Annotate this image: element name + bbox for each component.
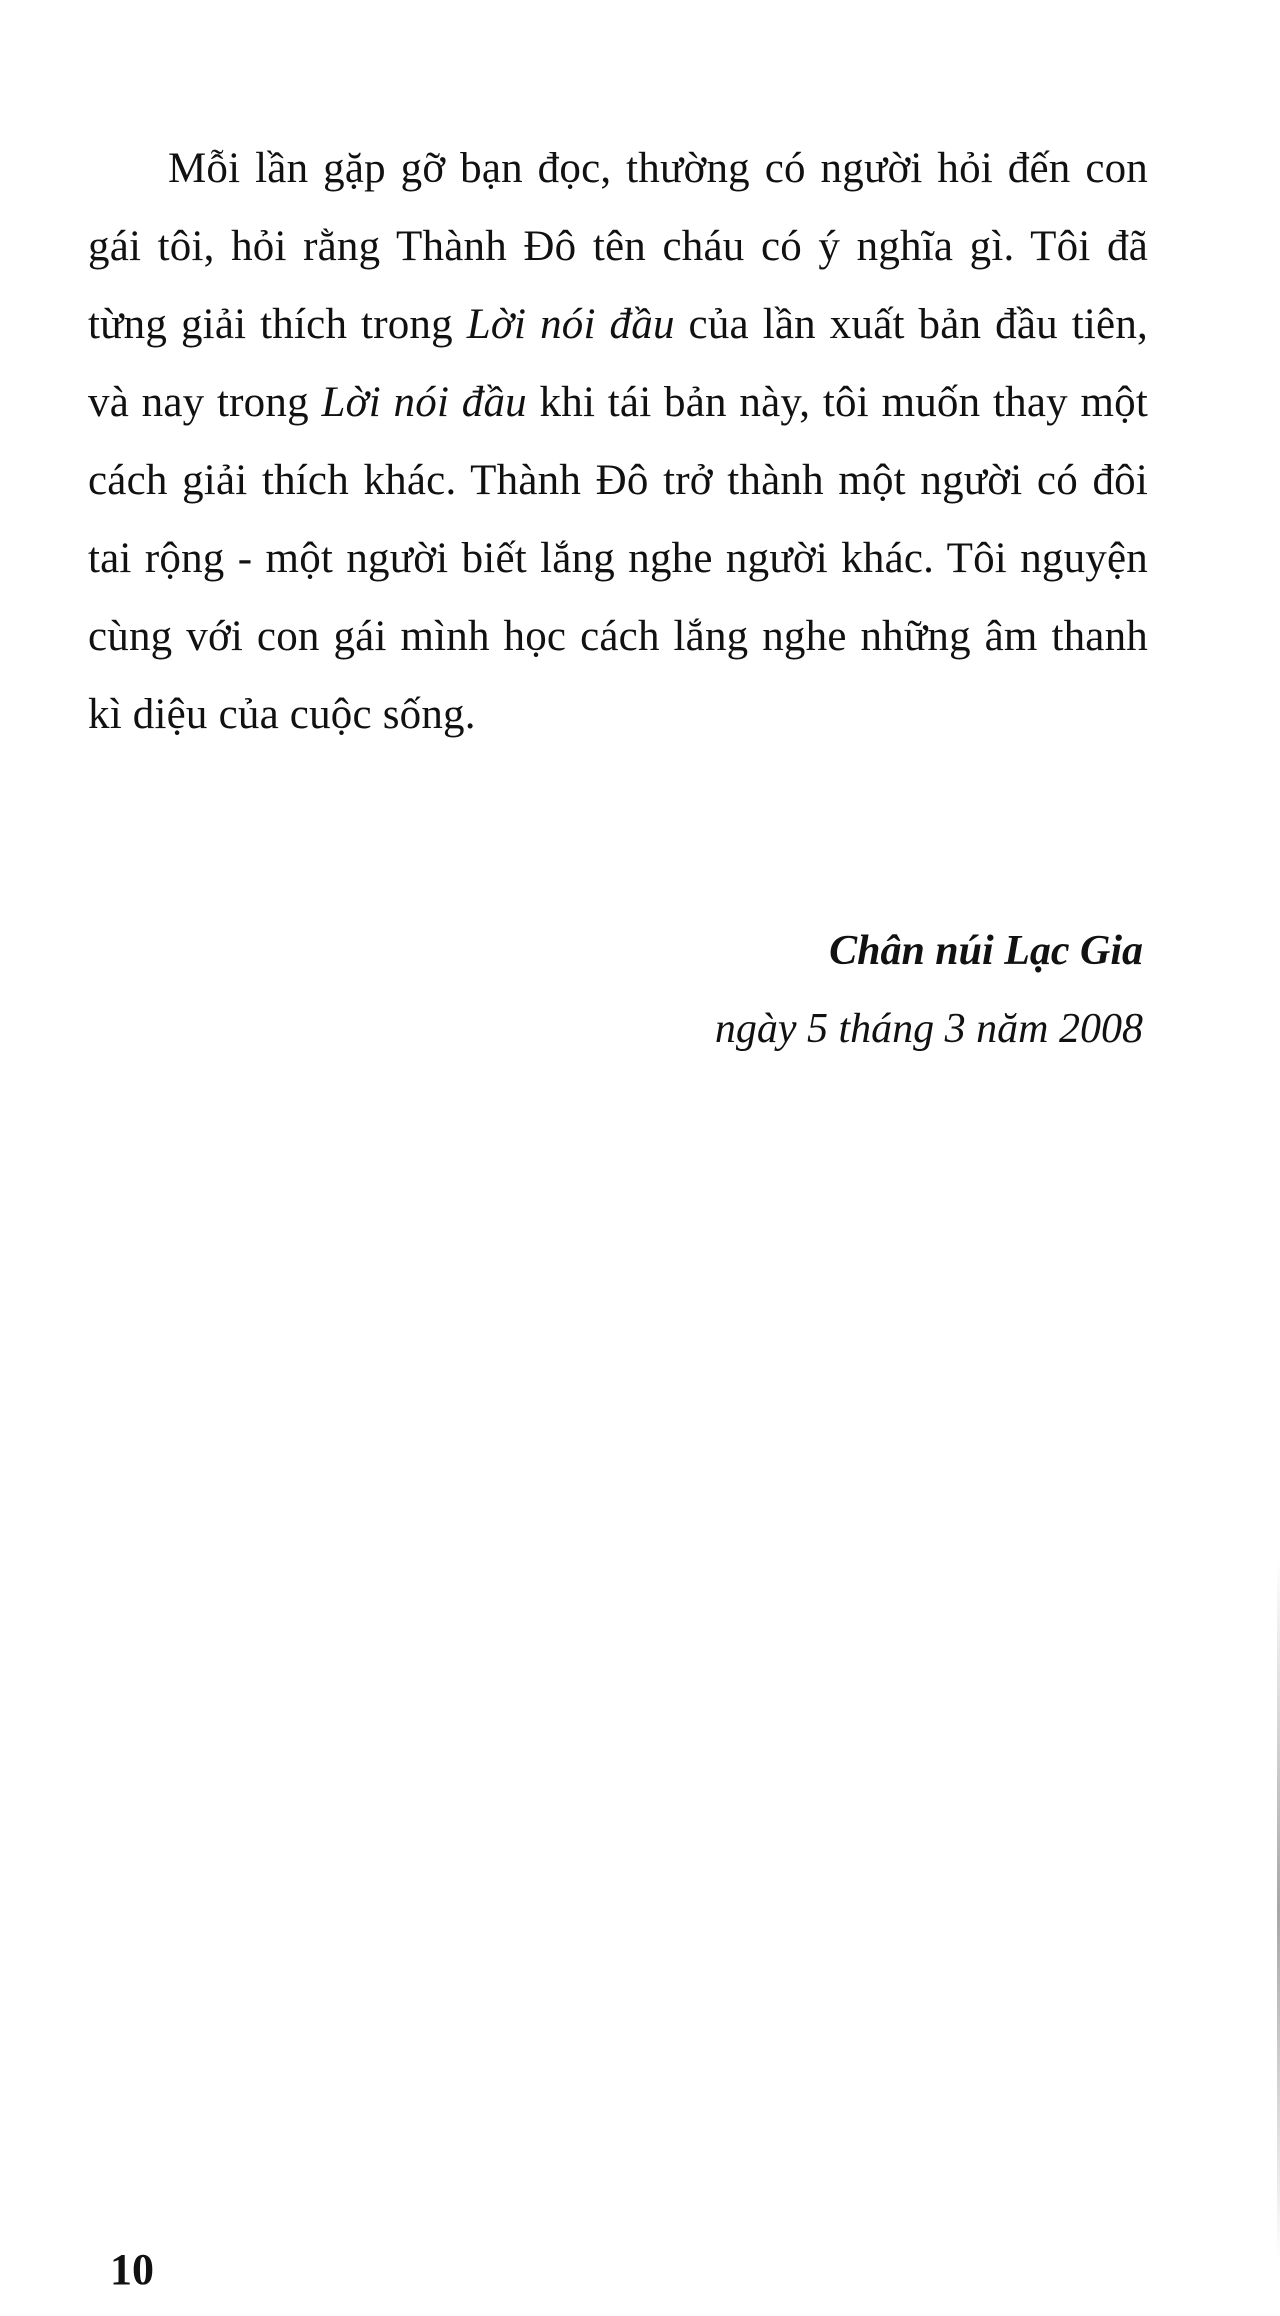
page-number: 10 bbox=[110, 2245, 154, 2294]
signature-date: ngày 5 tháng 3 năm 2008 bbox=[714, 1006, 1143, 1052]
signature-place: Chân núi Lạc Gia bbox=[829, 928, 1143, 974]
signature-block bbox=[715, 912, 1143, 1068]
paragraph-text-part-3: khi tái bản này, tôi muốn thay một cách giải thích khác. Thành Đô trở thành một người có đôi tai rộng - một người biết lắng nghe người khác. Tôi nguyện cùng với con gái mình học cách lắng nghe những âm thanh kì diệu của cuộc sống. bbox=[88, 379, 1148, 738]
body-paragraph bbox=[88, 130, 1148, 754]
italic-title-loi-noi-dau-1: Lời nói đầu bbox=[466, 301, 675, 348]
paragraph-text-part-2: của lần xuất bản đầu tiên, và nay trong bbox=[88, 301, 1148, 426]
italic-title-loi-noi-dau-2: Lời nói đầu bbox=[321, 379, 527, 426]
paragraph-text-part-1: Mỗi lần gặp gỡ bạn đọc, thường có người hỏi đến con gái tôi, hỏi rằng Thành Đô tên cháu có ý nghĩa gì. Tôi đã từng giải thích trong bbox=[88, 145, 1148, 348]
